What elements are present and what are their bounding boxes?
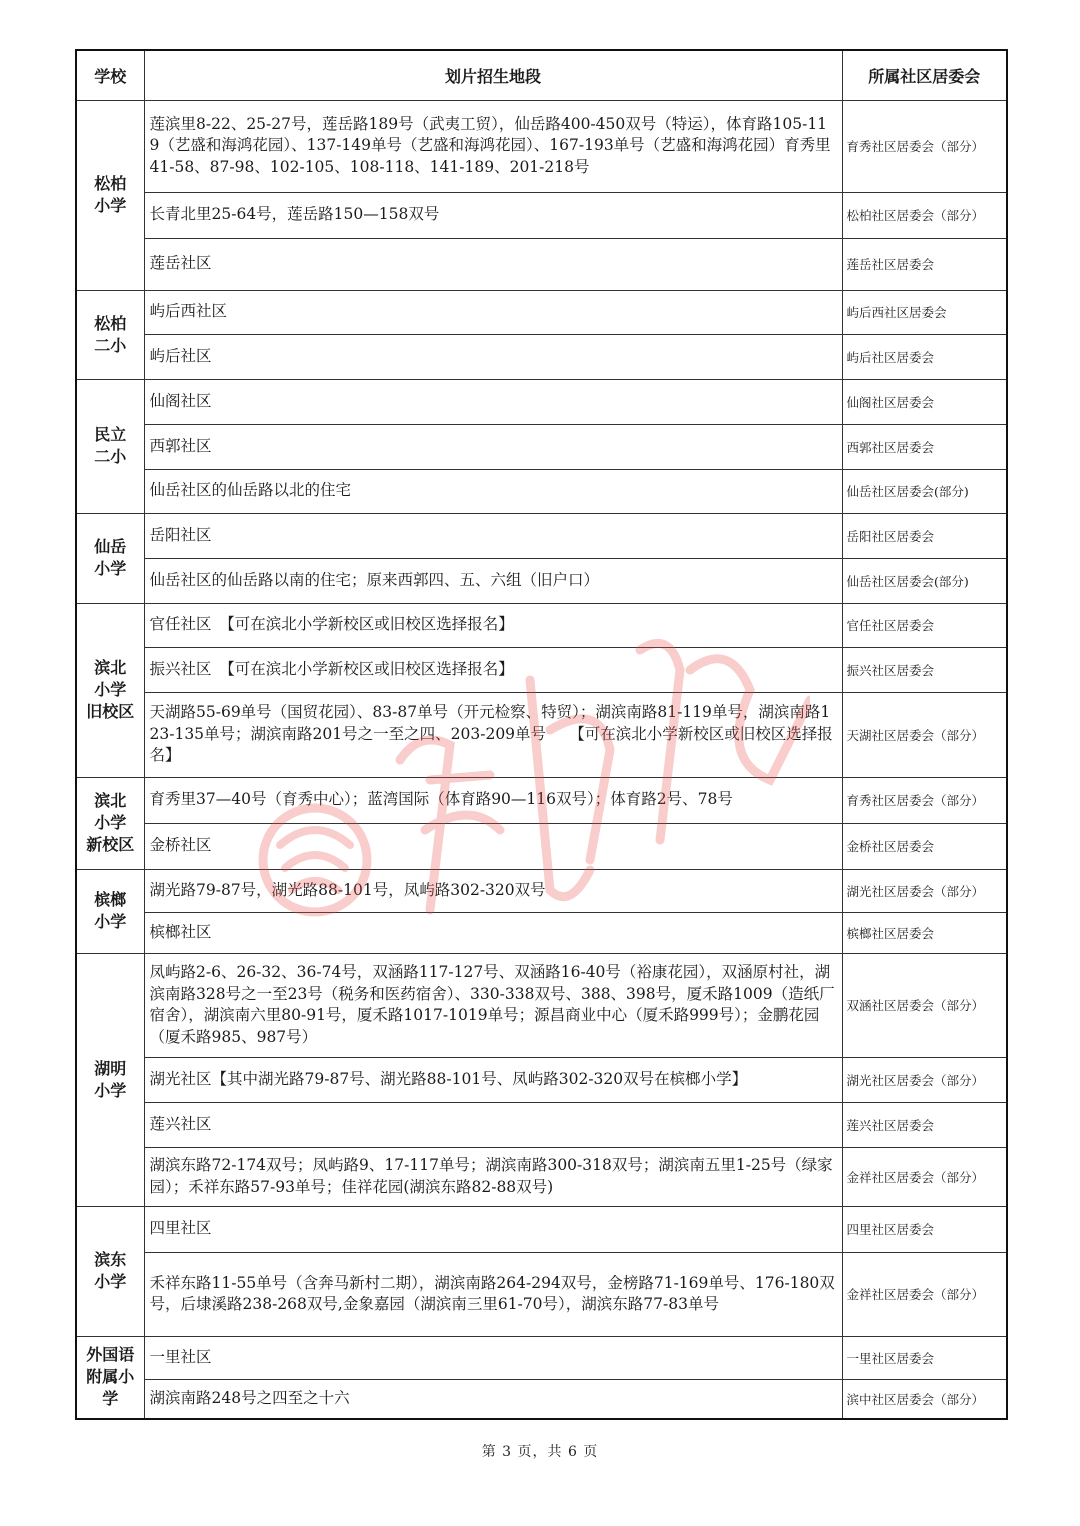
community-committee-cell: 双涵社区居委会（部分） <box>842 953 1007 1057</box>
header-committee: 所属社区居委会 <box>842 50 1007 100</box>
community-committee-cell: 滨中社区居委会（部分） <box>842 1379 1007 1419</box>
header-row <box>76 50 1007 100</box>
community-committee-cell: 屿后社区居委会 <box>842 334 1007 379</box>
school-name-cell: 湖明 小学 <box>76 953 144 1206</box>
table-row <box>76 912 1007 953</box>
enrollment-range-cell: 槟榔社区 <box>144 912 842 953</box>
table-row <box>76 424 1007 469</box>
school-name-cell: 滨北 小学 旧校区 <box>76 603 144 777</box>
table-row <box>76 1336 1007 1379</box>
community-committee-cell: 仙岳社区居委会(部分) <box>842 469 1007 513</box>
community-committee-cell: 育秀社区居委会（部分） <box>842 100 1007 192</box>
school-name-cell: 滨东 小学 <box>76 1206 144 1336</box>
school-name-cell: 松柏 二小 <box>76 290 144 379</box>
enrollment-range-cell: 长青北里25-64号，莲岳路150—158双号 <box>144 192 842 238</box>
table-row <box>76 379 1007 424</box>
enrollment-range-cell: 仙岳社区的仙岳路以北的住宅 <box>144 469 842 513</box>
community-committee-cell: 天湖社区居委会（部分） <box>842 692 1007 777</box>
table-row <box>76 469 1007 513</box>
community-committee-cell: 振兴社区居委会 <box>842 647 1007 692</box>
table-row <box>76 513 1007 558</box>
table-row <box>76 777 1007 823</box>
table-row <box>76 192 1007 238</box>
enrollment-range-cell: 禾祥东路11-55单号（含奔马新村二期），湖滨南路264-294双号，金榜路71-169单号、176-180双号，后埭溪路238-268双号,金象嘉园（湖滨南三里61-70号），湖滨东路77-83单号 <box>144 1252 842 1336</box>
community-committee-cell: 松柏社区居委会（部分） <box>842 192 1007 238</box>
page-footer: 第 3 页，共 6 页 <box>481 1444 599 1460</box>
enrollment-range-cell: 屿后西社区 <box>144 290 842 334</box>
school-name-cell: 松柏 小学 <box>76 100 144 290</box>
community-committee-cell: 莲岳社区居委会 <box>842 238 1007 290</box>
community-committee-cell: 育秀社区居委会（部分） <box>842 777 1007 823</box>
community-committee-cell: 金祥社区居委会（部分） <box>842 1147 1007 1206</box>
community-committee-cell: 湖光社区居委会（部分） <box>842 869 1007 912</box>
table-row <box>76 823 1007 869</box>
enrollment-range-cell: 湖滨南路248号之四至之十六 <box>144 1379 842 1419</box>
school-name-cell: 民立 二小 <box>76 379 144 513</box>
enrollment-range-cell: 育秀里37—40号（育秀中心）；蓝湾国际（体育路90—116双号）；体育路2号、78号 <box>144 777 842 823</box>
enrollment-range-cell: 天湖路55-69单号（国贸花园）、83-87单号（开元检察、特贸）；湖滨南路81-119单号，湖滨南路123-135单号；湖滨南路201号之一至之四、203-209单号 【可在滨北小学新校区或旧校区选择报名】 <box>144 692 842 777</box>
enrollment-range-cell: 仙阁社区 <box>144 379 842 424</box>
enrollment-range-cell: 一里社区 <box>144 1336 842 1379</box>
header-range: 划片招生地段 <box>144 50 842 100</box>
table-row <box>76 1147 1007 1206</box>
enrollment-range-cell: 凤屿路2-6、26-32、36-74号，双涵路117-127号、双涵路16-40号（裕康花园），双涵原村社，湖滨南路328号之一至23号（税务和医药宿舍）、330-338双号、388、398号，厦禾路1009（造纸厂宿舍），湖滨南六里80-91号，厦禾路1017-1019单号；源昌商业中心（厦禾路999号）；金鹏花园（厦禾路985、987号） <box>144 953 842 1057</box>
enrollment-range-cell: 莲滨里8-22、25-27号，莲岳路189号（武夷工贸），仙岳路400-450双号（特运），体育路105-119（艺盛和海鸿花园）、137-149单号（艺盛和海鸿花园）、167-193单号（艺盛和海鸿花园）育秀里41-58、87-98、102-105、108-118、141-189、201-218号 <box>144 100 842 192</box>
table-row <box>76 603 1007 647</box>
school-name-cell: 滨北 小学 新校区 <box>76 777 144 869</box>
table-row <box>76 869 1007 912</box>
table-row <box>76 290 1007 334</box>
enrollment-range-cell: 湖光路79-87号，湖光路88-101号，凤屿路302-320双号 <box>144 869 842 912</box>
enrollment-range-cell: 岳阳社区 <box>144 513 842 558</box>
community-committee-cell: 西郭社区居委会 <box>842 424 1007 469</box>
enrollment-range-cell: 莲兴社区 <box>144 1102 842 1147</box>
enrollment-range-cell: 莲岳社区 <box>144 238 842 290</box>
table-row <box>76 100 1007 192</box>
enrollment-range-cell: 西郭社区 <box>144 424 842 469</box>
community-committee-cell: 金祥社区居委会（部分） <box>842 1252 1007 1336</box>
school-name-cell: 外国语 附属小 学 <box>76 1336 144 1419</box>
enrollment-range-cell: 湖光社区【其中湖光路79-87号、湖光路88-101号、凤屿路302-320双号在槟榔小学】 <box>144 1057 842 1102</box>
community-committee-cell: 莲兴社区居委会 <box>842 1102 1007 1147</box>
enrollment-range-cell: 官任社区 【可在滨北小学新校区或旧校区选择报名】 <box>144 603 842 647</box>
enrollment-range-cell: 四里社区 <box>144 1206 842 1252</box>
table-row <box>76 1057 1007 1102</box>
community-committee-cell: 金桥社区居委会 <box>842 823 1007 869</box>
enrollment-range-cell: 仙岳社区的仙岳路以南的住宅；原来西郭四、五、六组（旧户口） <box>144 558 842 603</box>
enrollment-range-cell: 屿后社区 <box>144 334 842 379</box>
table-row <box>76 558 1007 603</box>
table-row <box>76 647 1007 692</box>
table-row <box>76 334 1007 379</box>
school-name-cell: 仙岳 小学 <box>76 513 144 603</box>
table-row <box>76 1379 1007 1419</box>
community-committee-cell: 官任社区居委会 <box>842 603 1007 647</box>
table-row <box>76 1206 1007 1252</box>
community-committee-cell: 仙阁社区居委会 <box>842 379 1007 424</box>
enrollment-range-cell: 金桥社区 <box>144 823 842 869</box>
school-district-table <box>75 49 1008 1420</box>
community-committee-cell: 仙岳社区居委会(部分) <box>842 558 1007 603</box>
community-committee-cell: 一里社区居委会 <box>842 1336 1007 1379</box>
community-committee-cell: 屿后西社区居委会 <box>842 290 1007 334</box>
table-row <box>76 238 1007 290</box>
community-committee-cell: 湖光社区居委会（部分） <box>842 1057 1007 1102</box>
enrollment-range-cell: 湖滨东路72-174双号；凤屿路9、17-117单号；湖滨南路300-318双号；湖滨南五里1-25号（绿家园）；禾祥东路57-93单号；佳祥花园(湖滨东路82-88双号) <box>144 1147 842 1206</box>
table-row <box>76 692 1007 777</box>
header-school: 学校 <box>76 50 144 100</box>
table-row <box>76 1102 1007 1147</box>
community-committee-cell: 四里社区居委会 <box>842 1206 1007 1252</box>
table-row <box>76 953 1007 1057</box>
community-committee-cell: 岳阳社区居委会 <box>842 513 1007 558</box>
table-row <box>76 1252 1007 1336</box>
enrollment-range-cell: 振兴社区 【可在滨北小学新校区或旧校区选择报名】 <box>144 647 842 692</box>
school-name-cell: 槟榔 小学 <box>76 869 144 953</box>
community-committee-cell: 槟榔社区居委会 <box>842 912 1007 953</box>
